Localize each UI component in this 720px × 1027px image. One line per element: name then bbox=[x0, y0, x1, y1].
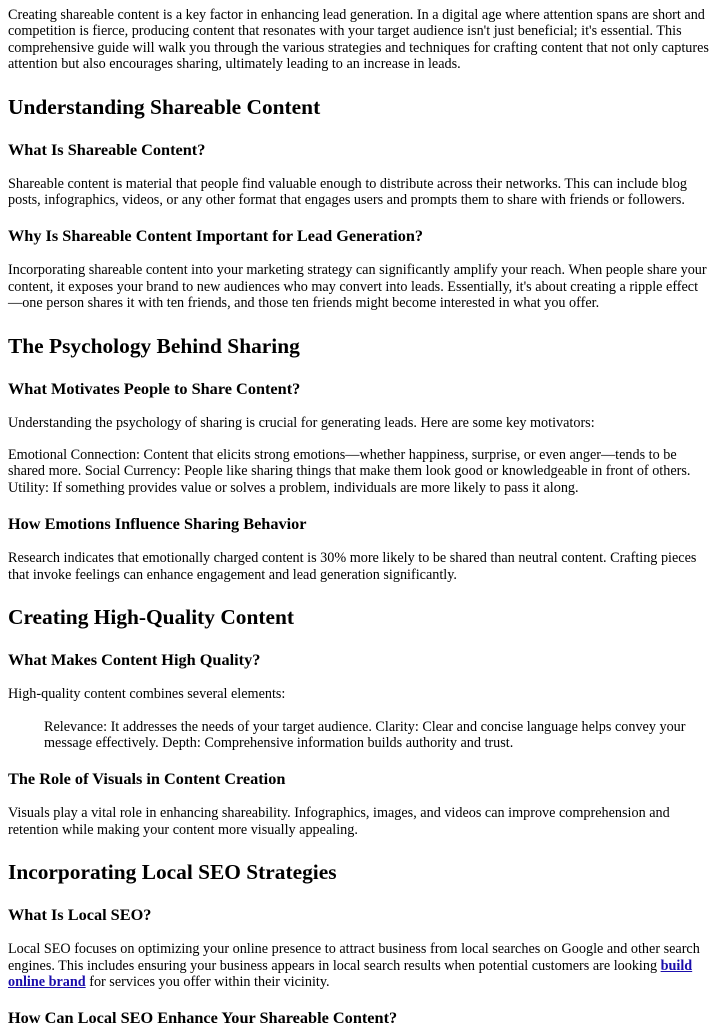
intro-paragraph: Creating shareable content is a key factor in enhancing lead generation. In a digital age where attention spans are short and competition is fierce, producing content that resonates with your target audience isn't just beneficial; it's essential. This comprehensive guide will walk you through the various strategies and techniques for crafting content that not only captures attention but also encourages sharing, ultimately leading to an increase in leads. bbox=[8, 7, 709, 73]
paragraph-local-seo-before: Local SEO focuses on optimizing your online presence to attract business from local searches on Google and other search engines. This includes ensuring your business appears in local search results when potential customers are looking bbox=[8, 941, 700, 974]
subheading-visuals: The Role of Visuals in Content Creation bbox=[8, 769, 286, 789]
subheading-emotions: How Emotions Influence Sharing Behavior bbox=[8, 514, 307, 534]
build-online-brand-link[interactable]: build online brand bbox=[8, 957, 693, 990]
section-heading-local-seo: Incorporating Local SEO Strategies bbox=[8, 860, 337, 885]
section-heading-psychology: The Psychology Behind Sharing bbox=[8, 333, 300, 358]
subheading-what-is-shareable: What Is Shareable Content? bbox=[8, 139, 206, 159]
subheading-what-is-local-seo: What Is Local SEO? bbox=[8, 905, 152, 925]
paragraph-local-seo bbox=[8, 941, 712, 990]
section-heading-high-quality: Creating High-Quality Content bbox=[8, 605, 295, 630]
section-heading-understanding: Understanding Shareable Content bbox=[8, 94, 321, 119]
paragraph-motivators: Emotional Connection: Content that elicits strong emotions—whether happiness, surprise, or even anger—tends to be shared more. Social Currency: People like sharing things that make them look good or knowledgeable in front of others. Utility: If something provides value or solves a problem, individuals are more likely to pass it along. bbox=[8, 447, 691, 496]
paragraph-visuals: Visuals play a vital role in enhancing shareability. Infographics, images, and videos can improve comprehension and retention while making your content more visually appealing. bbox=[8, 805, 670, 838]
subheading-local-seo-enhance: How Can Local SEO Enhance Your Shareable Content? bbox=[8, 1008, 398, 1027]
subheading-why-important: Why Is Shareable Content Important for Lead Generation? bbox=[8, 226, 424, 246]
subheading-motivates: What Motivates People to Share Content? bbox=[8, 378, 301, 398]
quote-quality-elements: Relevance: It addresses the needs of your target audience. Clarity: Clear and concise language helps convey your message effectively. Depth: Comprehensive information builds authority and trust. bbox=[44, 718, 686, 751]
paragraph-local-seo-after: for services you offer within their vicinity. bbox=[85, 973, 330, 990]
paragraph-makes-quality: High-quality content combines several elements: bbox=[8, 686, 286, 703]
paragraph-motivates-intro: Understanding the psychology of sharing is crucial for generating leads. Here are some key motivators: bbox=[8, 414, 595, 431]
paragraph-what-is-shareable: Shareable content is material that people find valuable enough to distribute across their networks. This can include blog posts, infographics, videos, or any other format that engages users and prompts them to share with friends or followers. bbox=[8, 175, 687, 209]
subheading-makes-quality: What Makes Content High Quality? bbox=[8, 650, 261, 670]
paragraph-why-important: Incorporating shareable content into your marketing strategy can significantly amplify your reach. When people share your content, it exposes your brand to new audiences who may convert into leads. Essentially, it's about creating a ripple effect—one person shares it with ten friends, and those ten friends might become interested in what you offer. bbox=[8, 262, 707, 312]
paragraph-emotions: Research indicates that emotionally charged content is 30% more likely to be shared than neutral content. Crafting pieces that invoke feelings can enhance engagement and lead generation significantly. bbox=[8, 550, 697, 583]
